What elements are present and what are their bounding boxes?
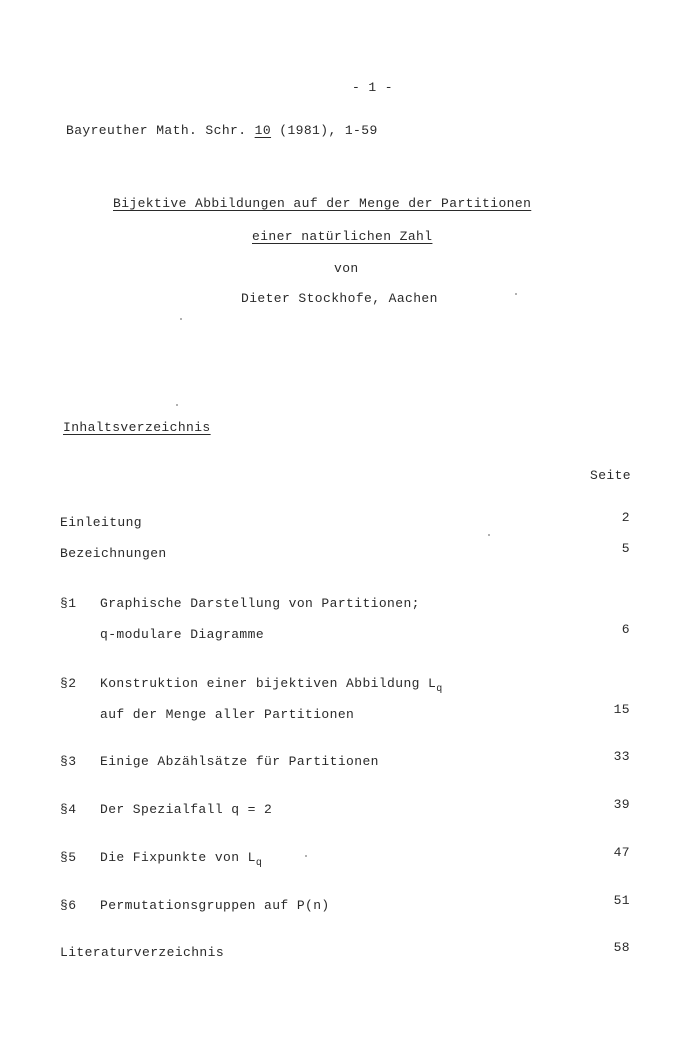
citation-prefix: Bayreuther Math. Schr. xyxy=(66,123,247,138)
toc-entry-2-line2: auf der Menge aller Partitionen xyxy=(100,707,355,722)
citation xyxy=(66,123,378,138)
title-line-2: einer natürlichen Zahl xyxy=(252,229,433,244)
scan-speck xyxy=(180,318,182,320)
subscript-q: q xyxy=(255,858,263,869)
toc-entry-bezeichnungen: Bezeichnungen xyxy=(60,546,167,561)
toc-entry-6: Permutationsgruppen auf P(n) xyxy=(100,898,330,913)
scan-speck xyxy=(488,534,490,536)
toc-page-6: 51 xyxy=(613,893,630,908)
citation-suffix: (1981), 1-59 xyxy=(279,123,378,138)
toc-section-3: §3 xyxy=(60,754,77,769)
title-von: von xyxy=(334,261,359,276)
toc-section-1: §1 xyxy=(60,596,77,611)
title-line-1: Bijektive Abbildungen auf der Menge der Partitionen xyxy=(113,196,532,211)
toc-entry-5 xyxy=(100,850,263,869)
toc-entry-einleitung: Einleitung xyxy=(60,515,143,530)
toc-entry-4: Der Spezialfall q = 2 xyxy=(100,802,273,817)
toc-entry-2-line1 xyxy=(100,676,443,695)
scan-speck xyxy=(176,404,178,406)
toc-section-6: §6 xyxy=(60,898,77,913)
toc-page-5: 47 xyxy=(613,845,630,860)
subscript-q: q xyxy=(436,684,443,695)
scan-speck xyxy=(515,293,517,295)
toc-entry-1-line2: q-modulare Diagramme xyxy=(100,627,265,642)
page-number: - 1 - xyxy=(352,80,394,95)
toc-entry-1-line1: Graphische Darstellung von Partitionen; xyxy=(100,596,420,611)
toc-section-5: §5 xyxy=(60,850,77,865)
toc-page-2: 15 xyxy=(613,702,630,717)
seite-label: Seite xyxy=(590,468,632,483)
scan-speck xyxy=(305,855,307,857)
toc-page-bezeichnungen: 5 xyxy=(621,541,630,556)
toc-page-literatur: 58 xyxy=(613,940,630,955)
citation-volume: 10 xyxy=(254,123,272,138)
author: Dieter Stockhofe, Aachen xyxy=(241,291,438,306)
toc-section-2: §2 xyxy=(60,676,77,691)
toc-entry-5-text: Die Fixpunkte von L xyxy=(100,850,256,865)
toc-section-4: §4 xyxy=(60,802,77,817)
toc-entry-literatur: Literaturverzeichnis xyxy=(60,945,225,960)
toc-entry-3: Einige Abzählsätze für Partitionen xyxy=(100,754,379,769)
toc-heading: Inhaltsverzeichnis xyxy=(63,420,211,435)
toc-page-1: 6 xyxy=(621,622,630,637)
toc-page-4: 39 xyxy=(613,797,630,812)
toc-page-einleitung: 2 xyxy=(621,510,630,525)
toc-page-3: 33 xyxy=(613,749,630,764)
toc-entry-2-text: Konstruktion einer bijektiven Abbildung L xyxy=(100,676,437,691)
